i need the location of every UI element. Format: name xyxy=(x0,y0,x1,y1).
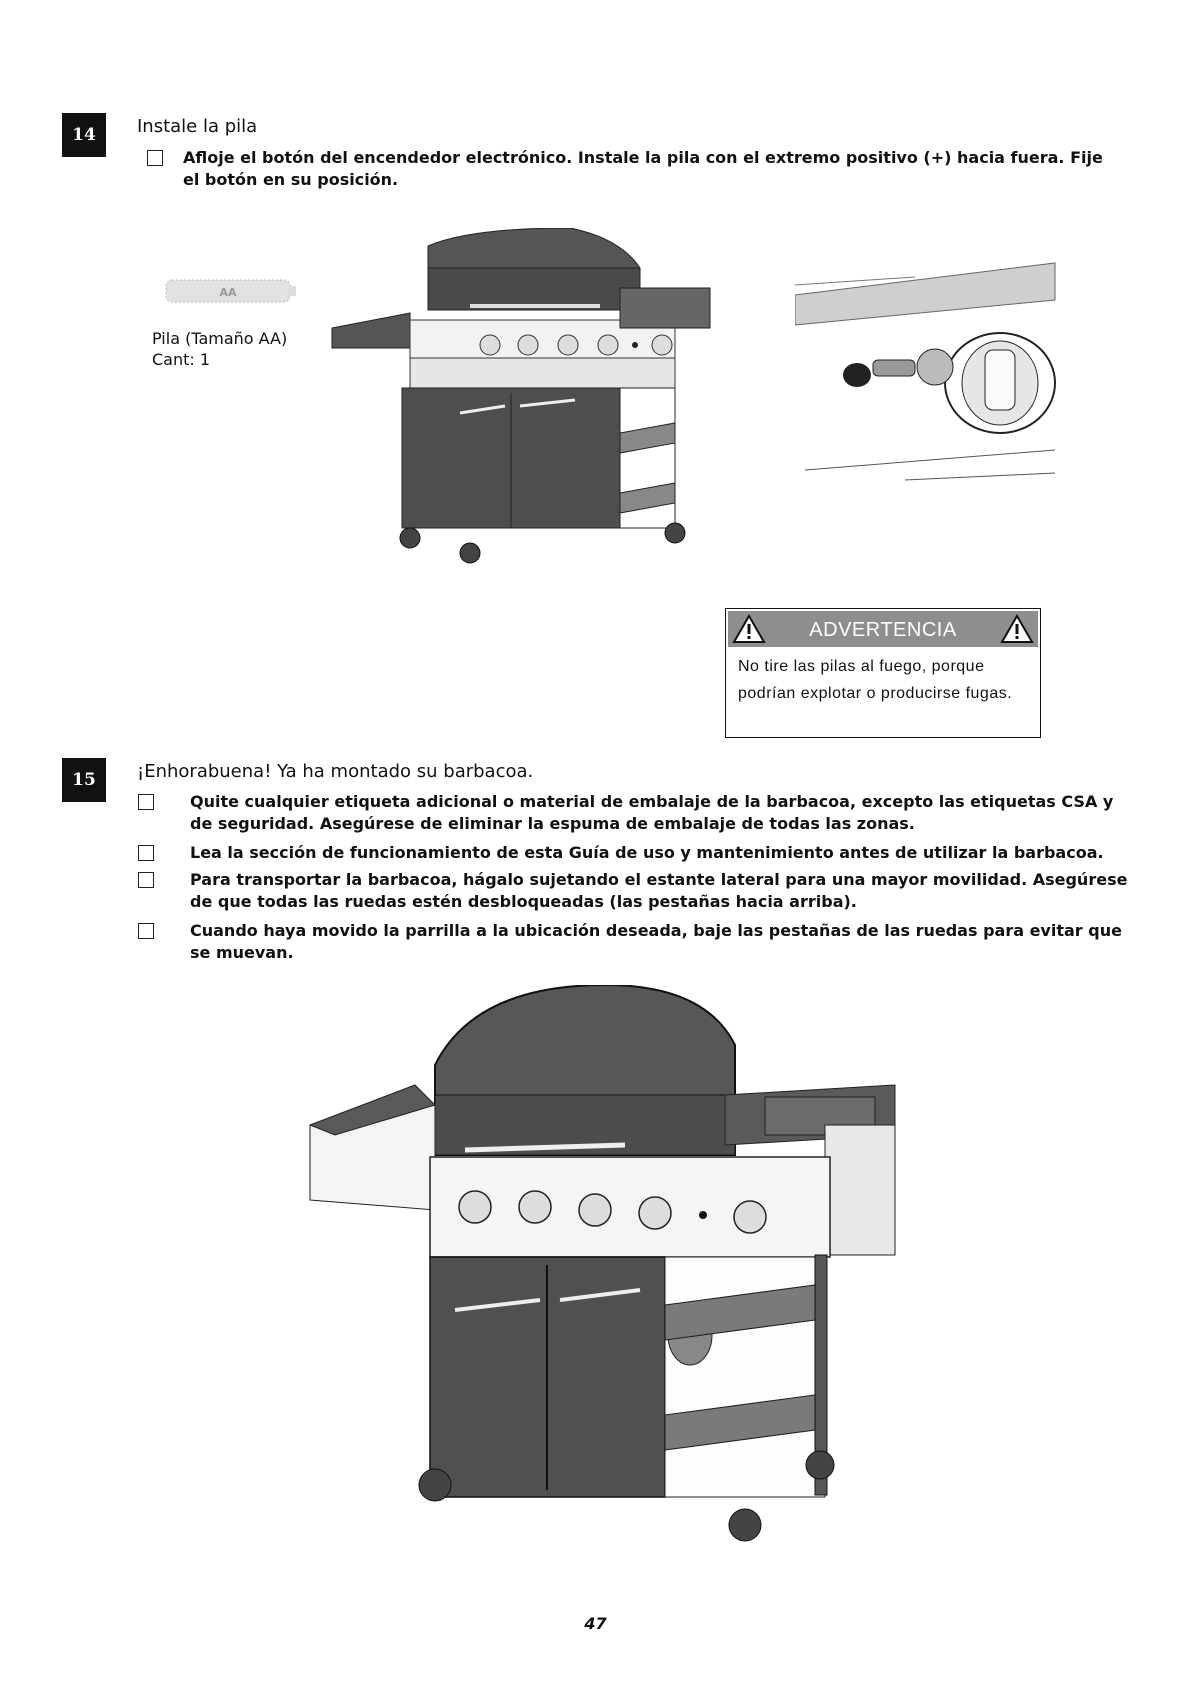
checkbox xyxy=(147,150,163,166)
checkbox xyxy=(138,923,154,939)
step-15-badge: 15 xyxy=(62,758,106,802)
step-14-item-text: Afloje el botón del encendedor electrónico. Instale la pila con el extremo positivo (+) hacia fuera. Fije el botón en su posición. xyxy=(183,148,1103,189)
part-quantity: Cant: 1 xyxy=(152,350,211,369)
step-15-title: ¡Enhorabuena! Ya ha montado su barbacoa. xyxy=(137,761,534,782)
step-14-title: Instale la pila xyxy=(137,116,258,137)
step-15-item xyxy=(138,791,1138,835)
step-15-item xyxy=(138,920,1138,964)
checkbox xyxy=(138,872,154,888)
battery-image xyxy=(160,270,300,310)
battery-label: AA xyxy=(219,286,237,299)
step-15-item-text: Lea la sección de funcionamiento de esta Guía de uso y mantenimiento antes de utilizar la barbacoa. xyxy=(190,843,1104,862)
step-15-item xyxy=(138,842,1138,864)
warning-box xyxy=(725,608,1041,738)
grill-illustration-small xyxy=(330,228,740,598)
warning-text: No tire las pilas al fuego, porque podrían explotar o producirse fugas. xyxy=(738,658,1013,702)
grill-illustration-large xyxy=(305,985,905,1545)
page-number: 47 xyxy=(584,1614,607,1633)
step-15-item-text: Quite cualquier etiqueta adicional o material de embalaje de la barbacoa, excepto las etiquetas CSA y de seguridad. Asegúrese de eliminar la espuma de embalaje de todas las zonas. xyxy=(190,792,1114,833)
warning-title: ADVERTENCIA xyxy=(809,619,957,641)
step-14-item xyxy=(147,147,1107,191)
checkbox xyxy=(138,845,154,861)
step-15-item-text: Cuando haya movido la parrilla a la ubicación deseada, baje las pestañas de las ruedas para evitar que se muevan. xyxy=(190,921,1122,962)
step-15-item-text: Para transportar la barbacoa, hágalo sujetando el estante lateral para una mayor movilidad. Asegúrese de que todas las ruedas estén desbloqueadas (las pestañas hacia arriba). xyxy=(190,870,1128,911)
igniter-closeup-image xyxy=(795,255,1065,485)
part-label: Pila (Tamaño AA) xyxy=(152,329,288,348)
checkbox xyxy=(138,794,154,810)
step-14-badge: 14 xyxy=(62,113,106,157)
step-15-item xyxy=(138,869,1138,913)
warning-header xyxy=(728,611,1038,647)
warning-triangle-icon xyxy=(1000,614,1034,644)
